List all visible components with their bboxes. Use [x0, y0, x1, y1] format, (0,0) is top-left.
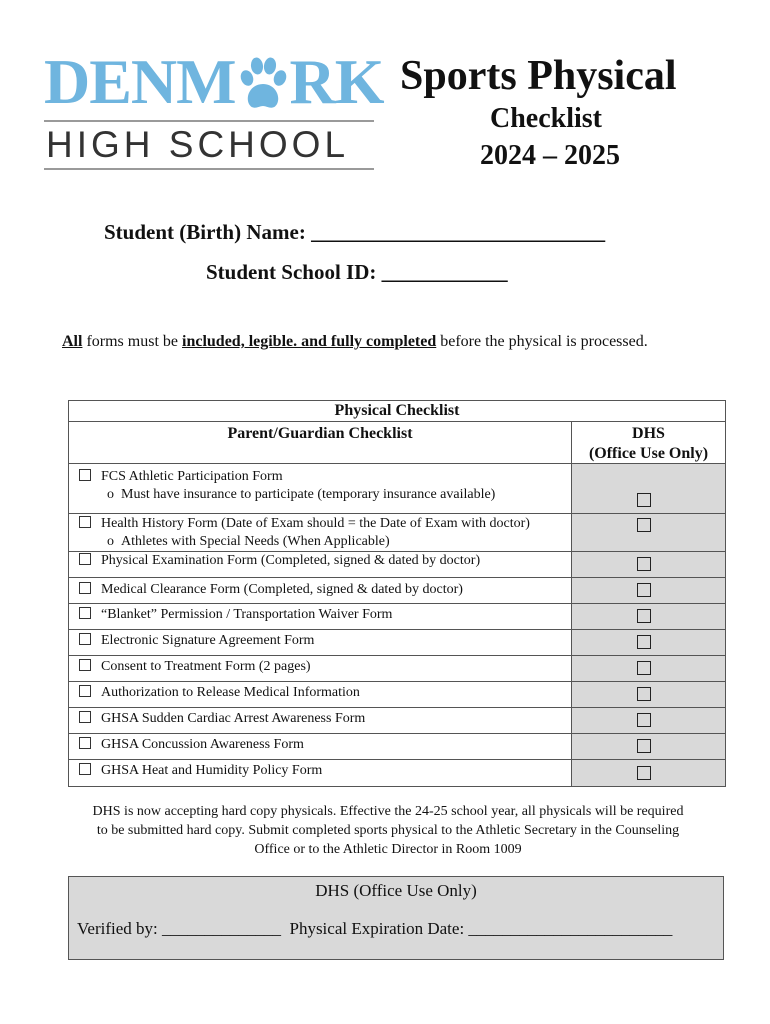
footer-line-3: Office or to the Athletic Director in Room 1009	[254, 842, 522, 857]
checklist-item[interactable]	[69, 464, 571, 514]
checkbox-icon[interactable]	[79, 685, 91, 697]
office-checkbox-icon[interactable]	[637, 518, 651, 532]
office-checkbox-icon[interactable]	[637, 557, 651, 571]
checkbox-icon[interactable]	[79, 633, 91, 645]
school-year: 2024 – 2025	[480, 140, 620, 171]
footer-line-2: to be submitted hard copy. Submit completed sports physical to the Athletic Secretary in the Counseling	[96, 823, 680, 838]
parent-checklist-header: Parent/Guardian Checklist	[69, 422, 571, 464]
office-checkbox-cell	[572, 464, 725, 514]
office-checkbox-cell	[572, 656, 725, 682]
logo-wordmark	[44, 46, 384, 117]
office-checkbox-icon[interactable]	[637, 583, 651, 597]
checkbox-icon[interactable]	[79, 737, 91, 749]
student-id-field[interactable]: Student School ID: ____________	[206, 260, 508, 284]
office-checkbox-cell	[572, 578, 725, 604]
office-use-title: DHS (Office Use Only)	[315, 881, 477, 900]
item-label: FCS Athletic Participation Form	[101, 469, 283, 484]
checklist-item[interactable]	[69, 514, 571, 552]
office-checkbox-cell	[572, 604, 725, 630]
notice-text-2: before the physical is processed.	[436, 333, 648, 350]
office-checkbox-icon[interactable]	[637, 635, 651, 649]
checkbox-icon[interactable]	[79, 582, 91, 594]
item-label: Health History Form (Date of Exam should = the Date of Exam with doctor)	[101, 516, 530, 531]
office-use-box	[68, 876, 724, 960]
checkbox-icon[interactable]	[79, 516, 91, 528]
checklist-item[interactable]	[69, 604, 571, 630]
checklist-item[interactable]	[69, 760, 571, 786]
notice-all: All	[62, 333, 83, 350]
checklist-item[interactable]	[69, 552, 571, 578]
office-use-header-line2: (Office Use Only)	[588, 445, 709, 462]
item-label: “Blanket” Permission / Transportation Waiver Form	[101, 607, 393, 622]
checkbox-icon[interactable]	[79, 659, 91, 671]
item-label: GHSA Concussion Awareness Form	[101, 737, 304, 752]
checklist-item[interactable]	[69, 578, 571, 604]
page-title: Sports Physical	[400, 53, 677, 99]
school-logo	[44, 46, 384, 172]
instructions-notice	[62, 333, 648, 351]
item-label: GHSA Sudden Cardiac Arrest Awareness Form	[101, 711, 366, 726]
bullet-icon: o	[107, 534, 114, 549]
checkbox-icon[interactable]	[79, 607, 91, 619]
office-fields	[77, 919, 672, 939]
office-checkbox-icon[interactable]	[637, 739, 651, 753]
office-checkbox-cell	[572, 734, 725, 760]
checklist-title: Physical Checklist	[69, 401, 725, 422]
checkbox-icon[interactable]	[79, 469, 91, 481]
physical-checklist-table	[68, 400, 726, 787]
page-subtitle: Checklist	[490, 103, 602, 134]
notice-text-1: forms must be	[82, 333, 182, 350]
submission-instructions	[66, 802, 710, 859]
bullet-icon: o	[107, 487, 114, 502]
verified-by-field[interactable]: Verified by: ______________	[77, 919, 281, 938]
checklist-item[interactable]	[69, 682, 571, 708]
expiration-date-field[interactable]: Physical Expiration Date: ________________________	[289, 919, 673, 938]
checkbox-icon[interactable]	[79, 763, 91, 775]
office-checkbox-icon[interactable]	[637, 687, 651, 701]
item-label: GHSA Heat and Humidity Policy Form	[101, 763, 323, 778]
office-checkbox-cell	[572, 682, 725, 708]
item-label: Consent to Treatment Form (2 pages)	[101, 659, 311, 674]
item-sub-label: Must have insurance to participate (temporary insurance available)	[121, 487, 496, 502]
office-checkbox-cell	[572, 514, 725, 552]
checklist-item[interactable]	[69, 734, 571, 760]
logo-word-right: RK	[289, 46, 384, 117]
logo-word-left: DENM	[44, 46, 236, 117]
office-checkbox-icon[interactable]	[637, 661, 651, 675]
item-label: Medical Clearance Form (Completed, signed & dated by doctor)	[101, 582, 463, 597]
logo-divider	[44, 120, 374, 122]
office-checkbox-icon[interactable]	[637, 609, 651, 623]
parent-checklist-column	[69, 422, 572, 786]
paw-icon	[237, 56, 289, 112]
checkbox-icon[interactable]	[79, 711, 91, 723]
checklist-item[interactable]	[69, 630, 571, 656]
logo-divider-bottom	[44, 168, 374, 170]
item-label: Authorization to Release Medical Information	[101, 685, 360, 700]
office-checkbox-cell	[572, 630, 725, 656]
office-checkbox-cell	[572, 760, 725, 786]
footer-line-1: DHS is now accepting hard copy physicals. Effective the 24-25 school year, all physicals will be required	[92, 804, 684, 819]
notice-emphasis: included, legible. and fully completed	[182, 333, 437, 350]
office-checkbox-icon[interactable]	[637, 766, 651, 780]
student-name-field[interactable]: Student (Birth) Name: ____________________________	[104, 220, 606, 244]
office-checkbox-cell	[572, 552, 725, 578]
office-use-header	[572, 422, 725, 464]
checklist-item[interactable]	[69, 656, 571, 682]
checklist-item[interactable]	[69, 708, 571, 734]
item-label: Physical Examination Form (Completed, signed & dated by doctor)	[101, 553, 481, 568]
item-sub-label: Athletes with Special Needs (When Applicable)	[121, 534, 390, 549]
office-checkbox-cell	[572, 708, 725, 734]
office-checkbox-icon[interactable]	[637, 713, 651, 727]
logo-subtitle: HIGH SCHOOL	[46, 124, 350, 165]
office-checkbox-icon[interactable]	[637, 493, 651, 507]
checkbox-icon[interactable]	[79, 553, 91, 565]
office-use-header-line1: DHS	[632, 425, 665, 442]
office-use-column	[572, 422, 725, 786]
item-label: Electronic Signature Agreement Form	[101, 633, 315, 648]
